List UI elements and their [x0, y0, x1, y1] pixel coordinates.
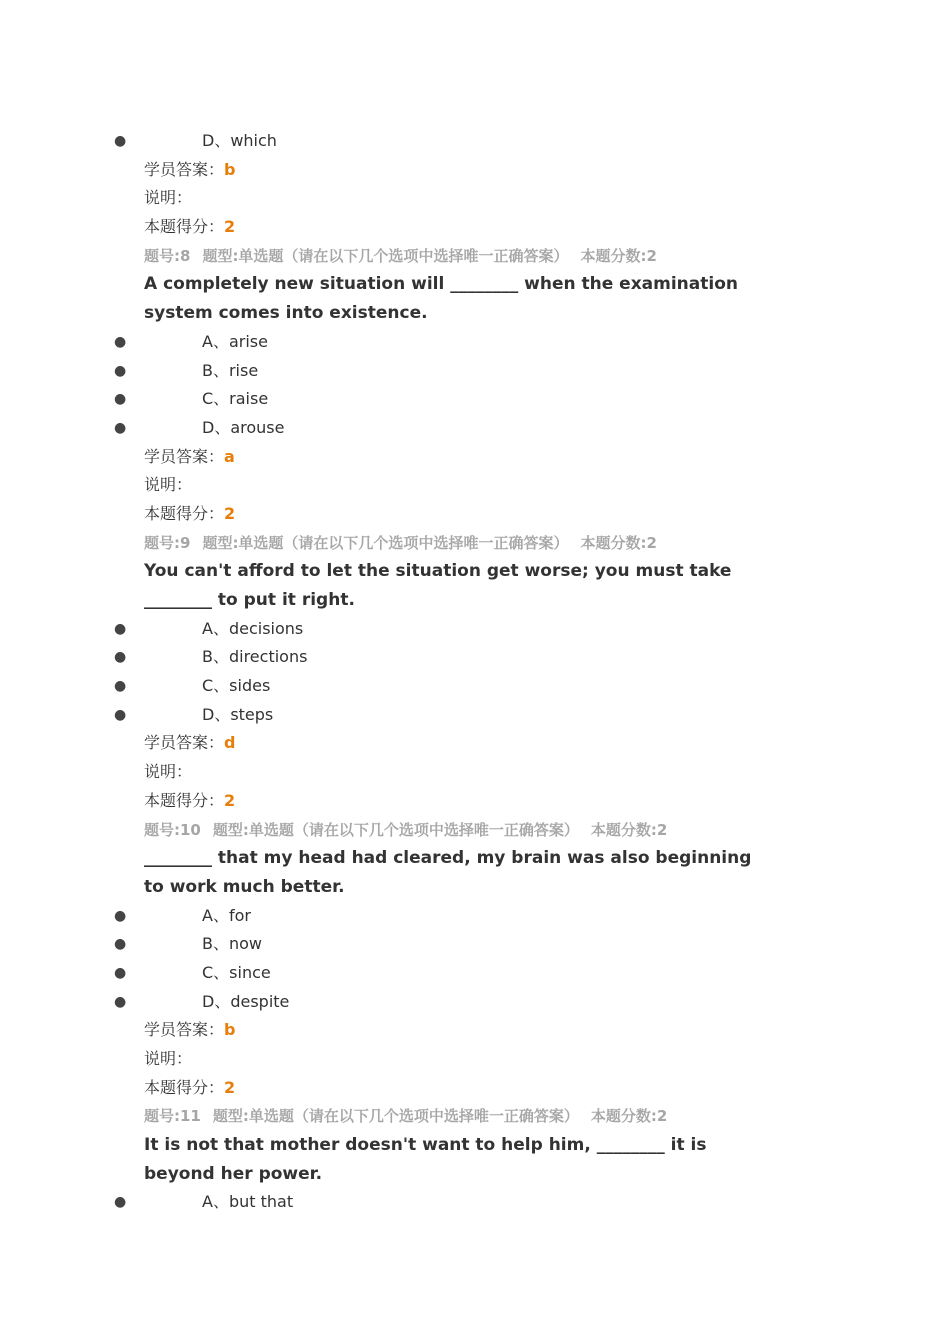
score-label: 本题得分：: [144, 217, 225, 237]
score-value: 2: [224, 1077, 236, 1097]
score-label: 本题得分：: [144, 790, 225, 810]
option-item: [0, 414, 950, 443]
question-text-line: beyond her power.: [144, 1163, 323, 1184]
explanation-label: 说明：: [144, 762, 193, 782]
question-meta: [0, 1102, 950, 1131]
bullet-icon: ●: [114, 333, 127, 350]
student-answer-value: a: [224, 446, 235, 466]
bullet-icon: ●: [114, 362, 127, 379]
question-text-line: It is not that mother doesn't want to help him, ________ it is: [144, 1135, 707, 1156]
option-item: [0, 902, 950, 931]
option-label: B、directions: [202, 647, 308, 667]
bullet-icon: ●: [114, 133, 127, 149]
bullet-icon: ●: [114, 936, 127, 953]
bullet-icon: ●: [114, 1194, 127, 1211]
score-row: [0, 213, 950, 242]
score-label: 本题得分：: [144, 1077, 225, 1097]
option-label: D、arouse: [202, 417, 285, 437]
option-item: [0, 643, 950, 672]
score-row: [0, 500, 950, 529]
option-item: [0, 988, 950, 1017]
question-text-line: You can't afford to let the situation get worse; you must take: [144, 561, 732, 582]
question-meta: [0, 816, 950, 845]
student-answer-row: [0, 1016, 950, 1045]
score-label: 本题得分：: [144, 503, 225, 523]
question-text-line: to work much better.: [144, 876, 345, 897]
question-number: 题号:9: [144, 533, 191, 552]
option-item: [0, 672, 950, 701]
question-points: 本题分数:2: [590, 1107, 668, 1126]
explanation-label: 说明：: [144, 188, 193, 208]
question-type: 题型:单选题（请在以下几个选项中选择唯一正确答案）: [202, 533, 569, 552]
option-item: [0, 385, 950, 414]
bullet-icon: ●: [114, 993, 127, 1010]
question-meta: [0, 242, 950, 271]
score-row: [0, 1074, 950, 1103]
bullet-icon: ●: [114, 678, 127, 695]
bullet-icon: ●: [114, 964, 127, 981]
student-answer-value: d: [224, 733, 236, 753]
option-item: [0, 701, 950, 730]
score-row: [0, 787, 950, 816]
question-type: 题型:单选题（请在以下几个选项中选择唯一正确答案）: [212, 1107, 579, 1126]
explanation-row: [0, 184, 950, 213]
option-label: C、sides: [202, 676, 271, 696]
option-label: C、raise: [202, 389, 269, 409]
option-item: [0, 127, 950, 156]
explanation-label: 说明：: [144, 1049, 193, 1068]
student-answer-label: 学员答案：: [144, 733, 225, 753]
option-label: B、rise: [202, 360, 259, 380]
option-label: D、which: [202, 131, 277, 150]
score-value: 2: [224, 503, 236, 523]
bullet-icon: ●: [114, 419, 127, 436]
student-answer-label: 学员答案：: [144, 446, 225, 466]
option-item: [0, 615, 950, 644]
student-answer-value: b: [224, 1020, 236, 1040]
exam-results-page: [0, 127, 950, 1217]
question-text-line: A completely new situation will ________ when the examination: [144, 274, 738, 295]
score-value: 2: [224, 217, 236, 237]
question-number: 题号:11: [144, 1107, 201, 1126]
option-label: A、but that: [202, 1192, 294, 1212]
student-answer-row: [0, 729, 950, 758]
question-type: 题型:单选题（请在以下几个选项中选择唯一正确答案）: [202, 246, 569, 265]
option-item: [0, 930, 950, 959]
option-label: C、since: [202, 962, 271, 982]
student-answer-value: b: [224, 159, 236, 179]
student-answer-label: 学员答案：: [144, 159, 225, 179]
student-answer-row: [0, 443, 950, 472]
option-item: [0, 328, 950, 357]
question-number: 题号:8: [144, 246, 191, 265]
option-item: [0, 357, 950, 386]
option-label: D、steps: [202, 704, 274, 724]
question-points: 本题分数:2: [590, 820, 668, 839]
option-label: B、now: [202, 934, 262, 954]
student-answer-label: 学员答案：: [144, 1020, 225, 1040]
option-label: D、despite: [202, 991, 290, 1011]
explanation-label: 说明：: [144, 475, 193, 495]
explanation-row: [0, 471, 950, 500]
question-points: 本题分数:2: [580, 246, 657, 265]
option-label: A、for: [202, 905, 251, 925]
bullet-icon: ●: [114, 706, 127, 723]
option-item: [0, 1188, 950, 1217]
question-meta: [0, 529, 950, 558]
bullet-icon: ●: [114, 907, 127, 924]
question-text-line: ________ that my head had cleared, my brain was also beginning: [144, 848, 752, 869]
question-type: 题型:单选题（请在以下几个选项中选择唯一正确答案）: [212, 820, 579, 839]
bullet-icon: ●: [114, 649, 127, 666]
bullet-icon: ●: [114, 391, 127, 408]
option-item: [0, 959, 950, 988]
option-label: A、arise: [202, 331, 268, 351]
explanation-row: [0, 758, 950, 787]
score-value: 2: [224, 790, 236, 810]
question-text-line: ________ to put it right.: [144, 590, 355, 610]
question-text-line: system comes into existence.: [144, 303, 428, 324]
question-points: 本题分数:2: [580, 533, 657, 552]
explanation-row: [0, 1045, 950, 1074]
student-answer-row: [0, 156, 950, 185]
bullet-icon: ●: [114, 620, 127, 637]
option-label: A、decisions: [202, 618, 304, 638]
question-number: 题号:10: [144, 820, 201, 839]
